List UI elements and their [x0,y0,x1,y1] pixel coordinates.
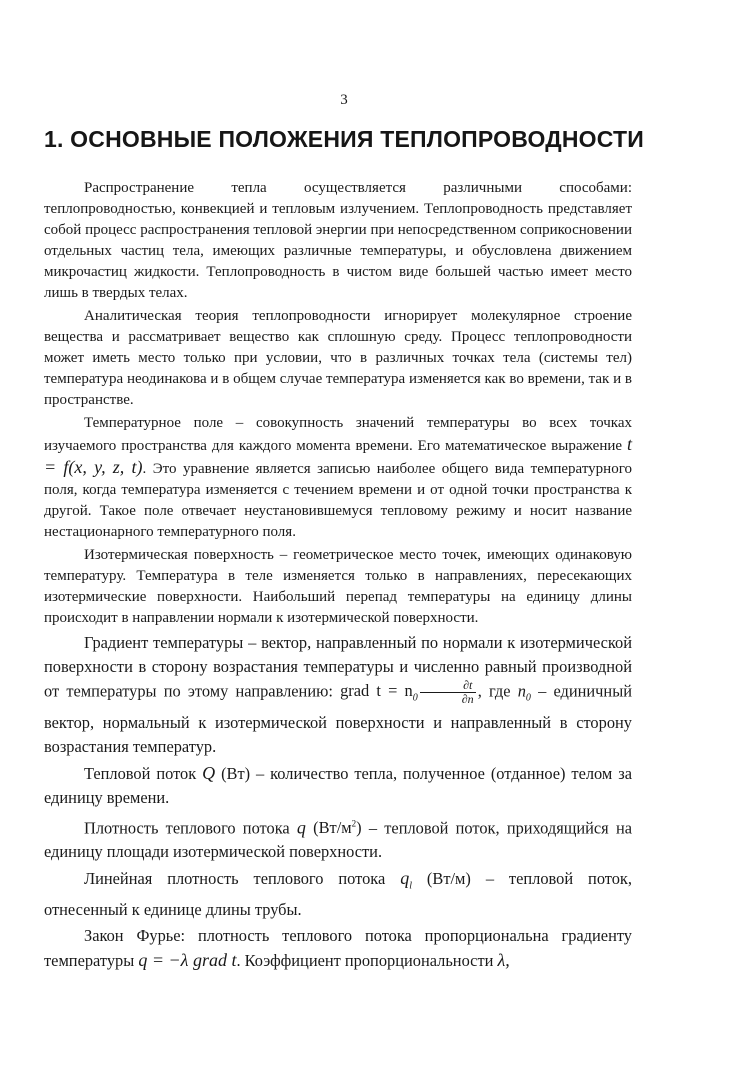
fourier-text: Закон Фурье: плотность теплового потока пропорциональна градиенту температуры [44,926,632,971]
heat-flow-text: Тепловой поток [84,763,197,783]
fraction-numerator: ∂t [420,679,476,693]
heat-flux-text: Плотность теплового потока [84,818,290,838]
temperature-field-formula: t = f(x, y, z, t) [44,434,633,477]
linear-density-text: Линейная плотность теплового потока [84,869,386,889]
body-text [44,178,632,973]
heat-flux-unit-sup: 2 [351,818,357,829]
gradient-comma: , [477,681,482,701]
linear-density-sub: l [409,880,412,892]
fourier-formula: q = −λ grad t [138,950,237,971]
linear-density-symbol: q [400,868,410,889]
paragraph-fourier-law [44,924,632,973]
linear-density-definition: – тепловой поток, отнесенный к единице длины трубы. [44,869,632,920]
paragraph-linear-density [44,866,632,922]
section-heading: 1. ОСНОВНЫЕ ПОЛОЖЕНИЯ ТЕПЛОПРОВОДНОСТИ [44,126,644,152]
paragraph-temperature-field [44,413,632,543]
heat-flux-unit: $(Вт/м^2)$ [313,818,362,838]
n0-symbol-sub: 0 [525,692,531,704]
temperature-field-text-rest: . Это уравнение является записью наиболее общего вида температурного поля, когда температура изменяется с течением времени и от одной точки пространства к другой. Такое поле отвечает неустановившемуся тепловому режиму и носит название нестационарного температурного поля. [44,461,632,540]
gradient-text: Градиент температуры – вектор, направленный по нормали к изотермической поверхности в сторону возрастания температуры и численно равный производной от температуры по этому направлению: [44,633,632,701]
heat-flux-definition: – тепловой поток, приходящийся на единицу площади изотермической поверхности. [44,818,632,862]
paragraph-heat-flow [44,761,632,810]
fourier-text-rest: . Коэффициент пропорциональности [236,951,494,971]
gradient-n0-sub: 0 [412,692,418,704]
paragraph-analytical-theory: Аналитическая теория теплопроводности игнорирует молекулярное строение вещества и рассматривает вещество как сплошную среду. Процесс теплопроводности может иметь место только при условии, что в различных точках тела (системы тел) температура неодинакова и в общем случае температура изменяется как во времени, так и в пространстве. [44,308,632,408]
where-text: – единичный вектор, нормальный к изотермической поверхности и направленный в сторону возрастания температур. [44,681,632,756]
where-prefix: где [488,681,511,701]
paragraph-gradient [44,631,632,759]
heat-flow-unit: (Вт) [221,763,251,783]
fraction-denominator: ∂n [461,692,474,706]
n0-symbol: n [517,681,526,701]
gradient-formula [340,678,478,706]
gradient-lhs: grad t = n [340,681,413,701]
paragraph-heat-flux-density [44,812,632,864]
paragraph-heat-transfer: Распространение тепла осуществляется различными способами: теплопроводностью, конвекцией и тепловым излучением. Теплопроводность представляет собой процесс распространения тепловой энергии при непосредственном соприкосновении отдельных частиц тела, имеющих различные температуры, и обусловлена движением микрочастиц жидкости. Теплопроводность в чистом виде большей частью имеет место лишь в твердых телах. [44,180,632,301]
paragraph-isothermal-surface: Изотермическая поверхность – геометрическое место точек, имеющих одинаковую температуру. Температура в теле изменяется только в направлениях, пересекающих изотермические поверхности. Наибольший перепад температуры на единицу длины происходит в направлении нормали к изотермической поверхности. [44,547,632,626]
heat-flow-definition: – количество тепла, полученное (отданное) телом за единицу времени. [44,763,632,807]
heat-flux-symbol: q [296,817,306,838]
page-number: 3 [340,92,348,108]
heat-flow-symbol: Q [202,762,216,783]
lambda-symbol: λ, [497,950,510,971]
gradient-fraction [420,679,476,706]
temperature-field-text: Температурное поле – совокупность значений температуры во всех точках изучаемого пространства для каждого момента времени. Его математическое выражение [44,415,632,454]
linear-density-unit: (Вт/м) [426,869,471,889]
